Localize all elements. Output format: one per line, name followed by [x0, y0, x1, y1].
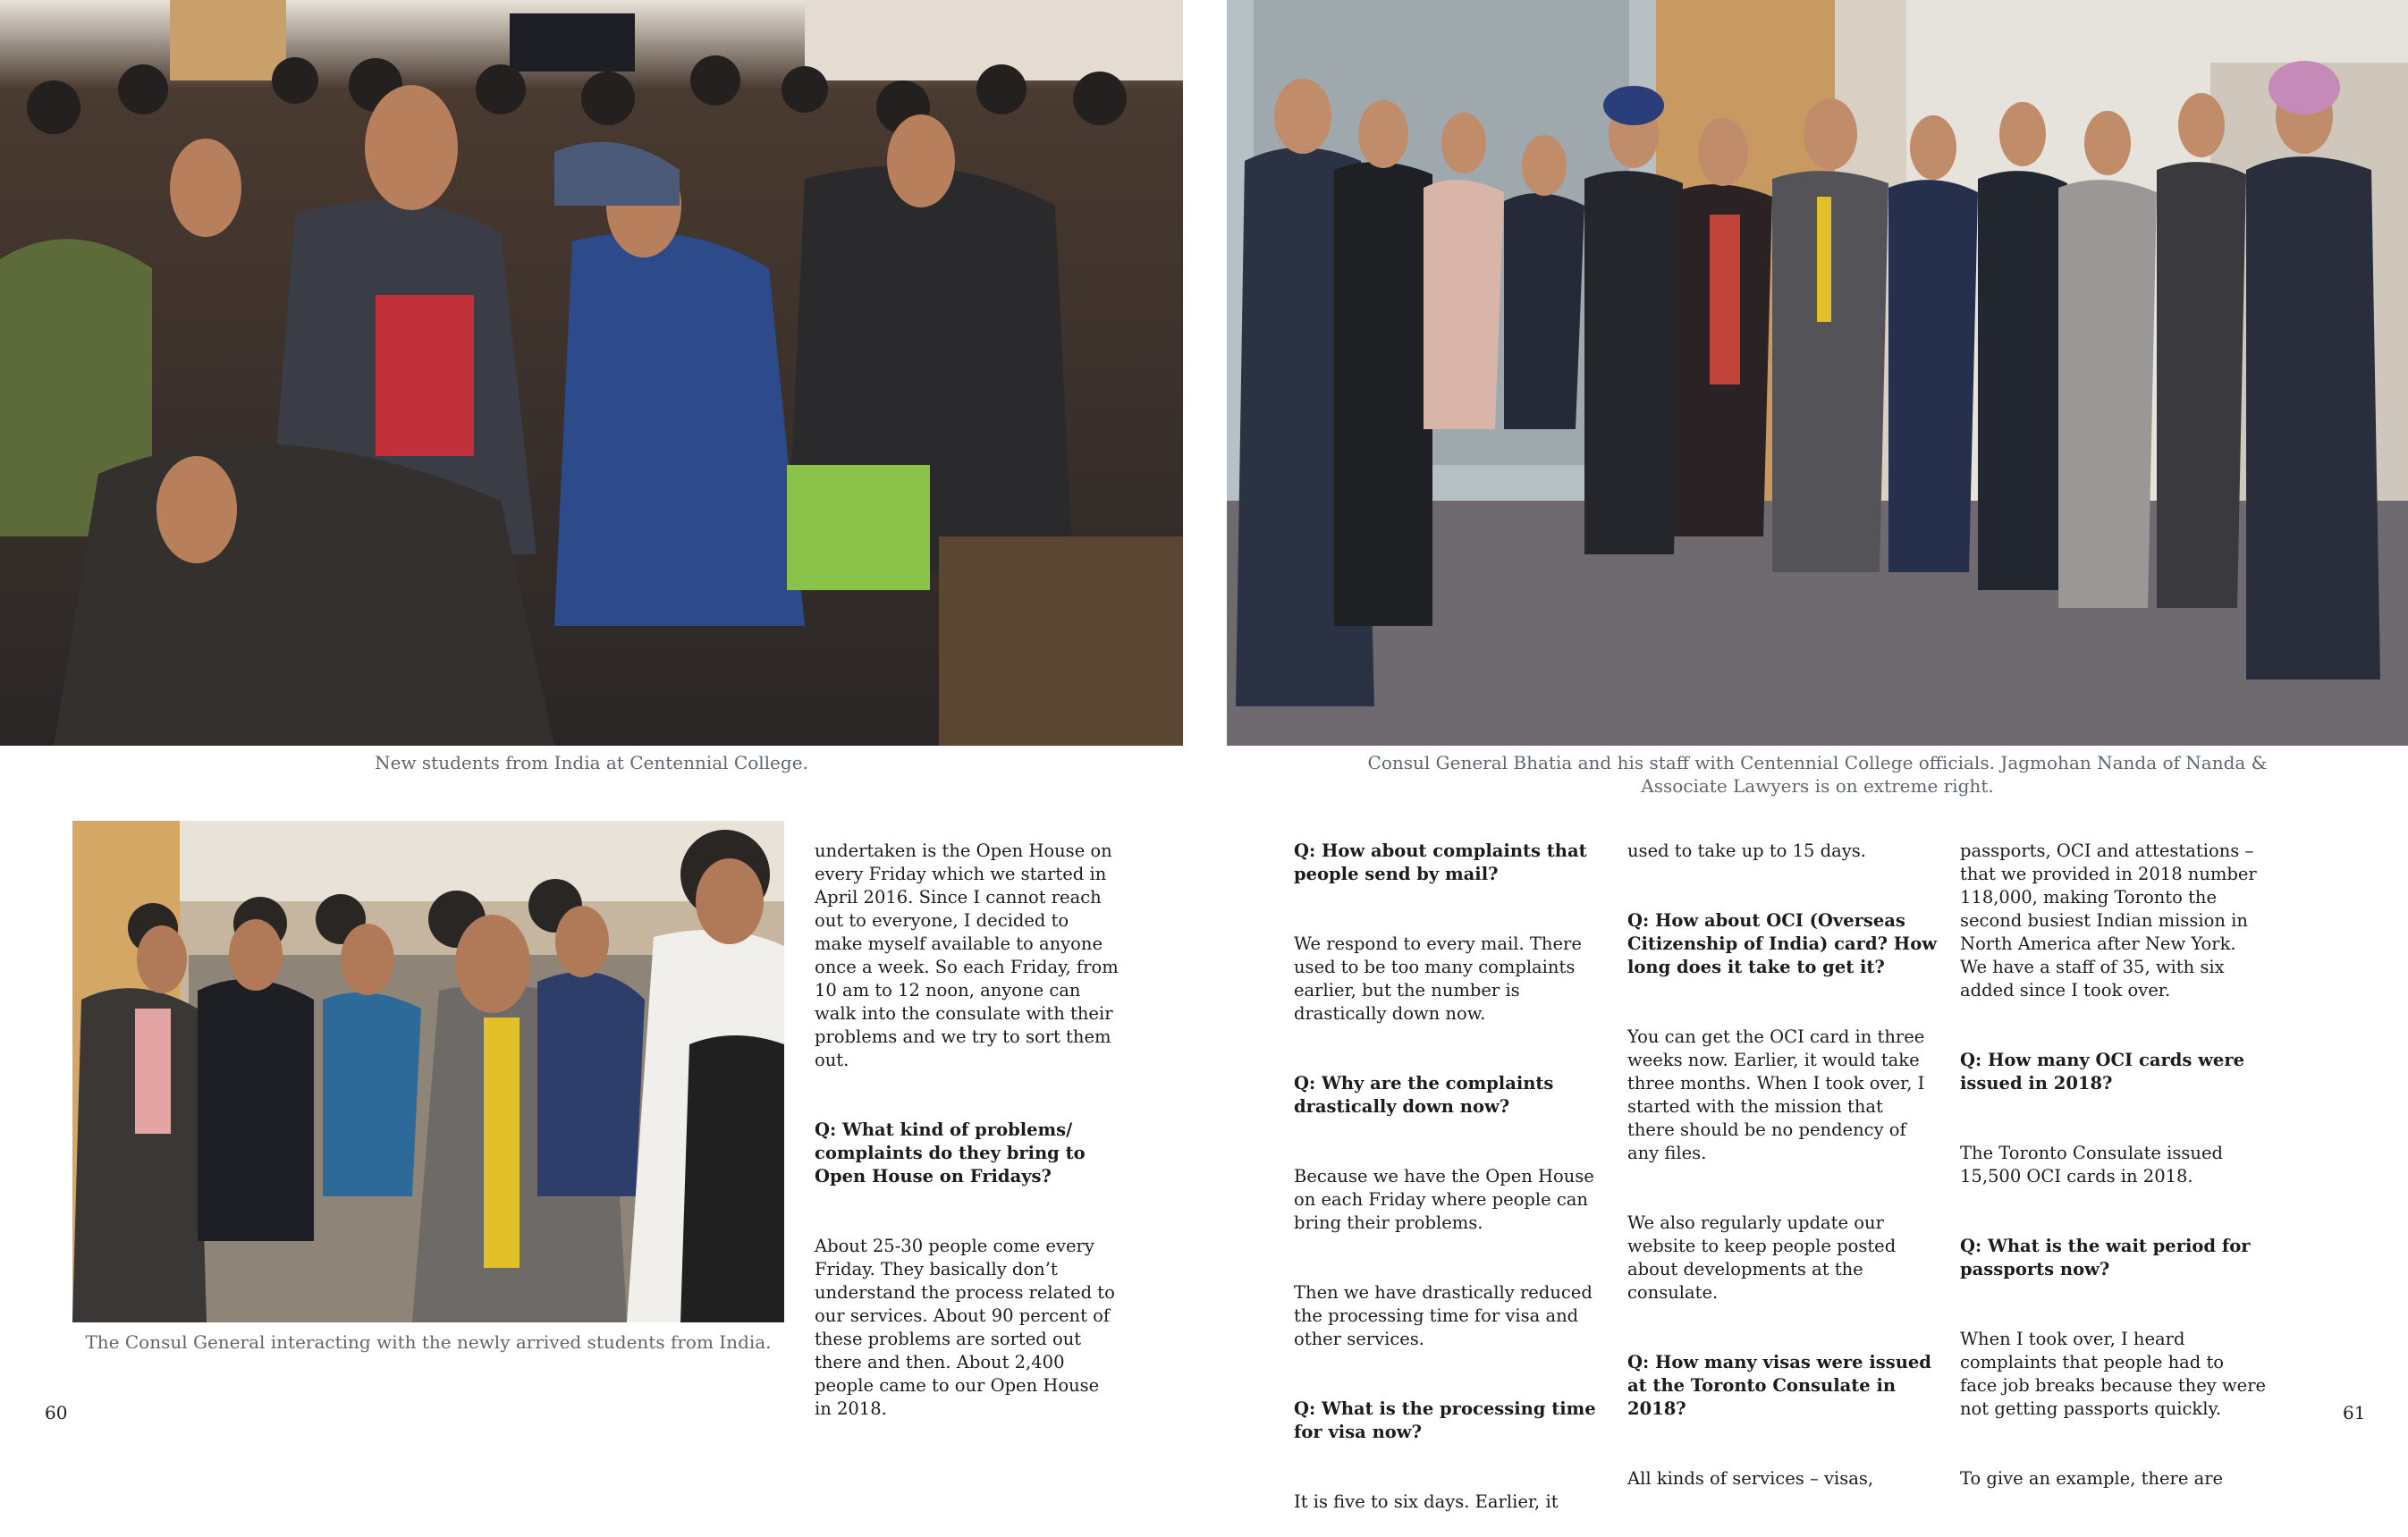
question-heading: Q: Why are the complaints drastically down now?	[1294, 1073, 1554, 1117]
students-crowd-photo	[0, 0, 1183, 746]
right-text-column-1	[1294, 816, 1607, 1537]
question-heading: Q: How many OCI cards were issued in 2018?	[1960, 1050, 2245, 1094]
answer-paragraph: Because we have the Open House on each Friday where people can bring their problems.	[1294, 1166, 1594, 1233]
answer-paragraph: It is five to six days. Earlier, it	[1294, 1491, 1559, 1512]
answer-paragraph: undertaken is the Open House on every Friday which we started in April 2016. Since I cannot reach out to everyone, I decided to make myself available to anyone once a week. So each Friday, from 10 am to 12 noon, anyone can walk into the consulate with their problems and we try to sort them out.	[815, 840, 1119, 1070]
answer-paragraph: You can get the OCI card in three weeks now. Earlier, it would take three months. When I took over, I started with the mission that there should be no pendency of any files.	[1627, 1026, 1925, 1163]
question-heading: Q: What kind of problems/ complaints do they bring to Open House on Fridays?	[815, 1119, 1086, 1187]
answer-paragraph: used to take up to 15 days.	[1627, 840, 1866, 861]
answer-paragraph: We respond to every mail. There used to be too many complaints earlier, but the number is drastically down now.	[1294, 933, 1582, 1024]
question-heading: Q: How about OCI (Overseas Citizenship of India) card? How long does it take to get it?	[1627, 910, 1938, 977]
answer-paragraph: All kinds of services – visas,	[1627, 1468, 1874, 1489]
right-top-photo-caption: Consul General Bhatia and his staff with Centennial College officials. Jagmohan Nanda of Nanda & Associate Lawyers is on extreme right.	[1367, 752, 2268, 797]
question-heading: Q: How about complaints that people send by mail?	[1294, 840, 1587, 884]
officials-group-photo	[1227, 0, 2408, 746]
right-text-column-2	[1627, 816, 1949, 1514]
answer-paragraph: We also regularly update our website to keep people posted about developments at the consulate.	[1627, 1212, 1897, 1303]
question-heading: Q: How many visas were issued at the Toronto Consulate in 2018?	[1627, 1352, 1931, 1419]
answer-paragraph: About 25-30 people come every Friday. They basically don’t understand the process related to our services. About 90 percent of these problems are sorted out there and then. About 2,400 people came to our Open House in 2018.	[815, 1236, 1115, 1419]
page-number-right: 61	[2343, 1402, 2366, 1423]
question-heading: Q: What is the wait period for passports now?	[1960, 1236, 2251, 1279]
answer-paragraph: Then we have drastically reduced the processing time for visa and other services.	[1294, 1282, 1593, 1349]
page-number-left: 60	[45, 1402, 68, 1423]
right-text-column-3	[1960, 816, 2291, 1514]
answer-paragraph: To give an example, there are	[1960, 1468, 2224, 1489]
answer-paragraph: passports, OCI and attestations – that we provided in 2018 number 118,000, making Toronto the second busiest Indian mission in North America after New York. We have a staff of 35, with six added since I took over.	[1960, 840, 2257, 1001]
question-heading: Q: What is the processing time for visa now?	[1294, 1398, 1596, 1442]
left-bottom-photo-caption: The Consul General interacting with the newly arrived students from India.	[85, 1331, 772, 1353]
answer-paragraph: The Toronto Consulate issued 15,500 OCI cards in 2018.	[1960, 1143, 2223, 1187]
consul-with-students-photo	[72, 821, 784, 1322]
answer-paragraph: When I took over, I heard complaints that people had to face job breaks because they were not getting passports quickly.	[1960, 1329, 2267, 1419]
left-top-photo-caption: New students from India at Centennial College.	[375, 752, 808, 773]
left-text-column	[815, 816, 1136, 1444]
